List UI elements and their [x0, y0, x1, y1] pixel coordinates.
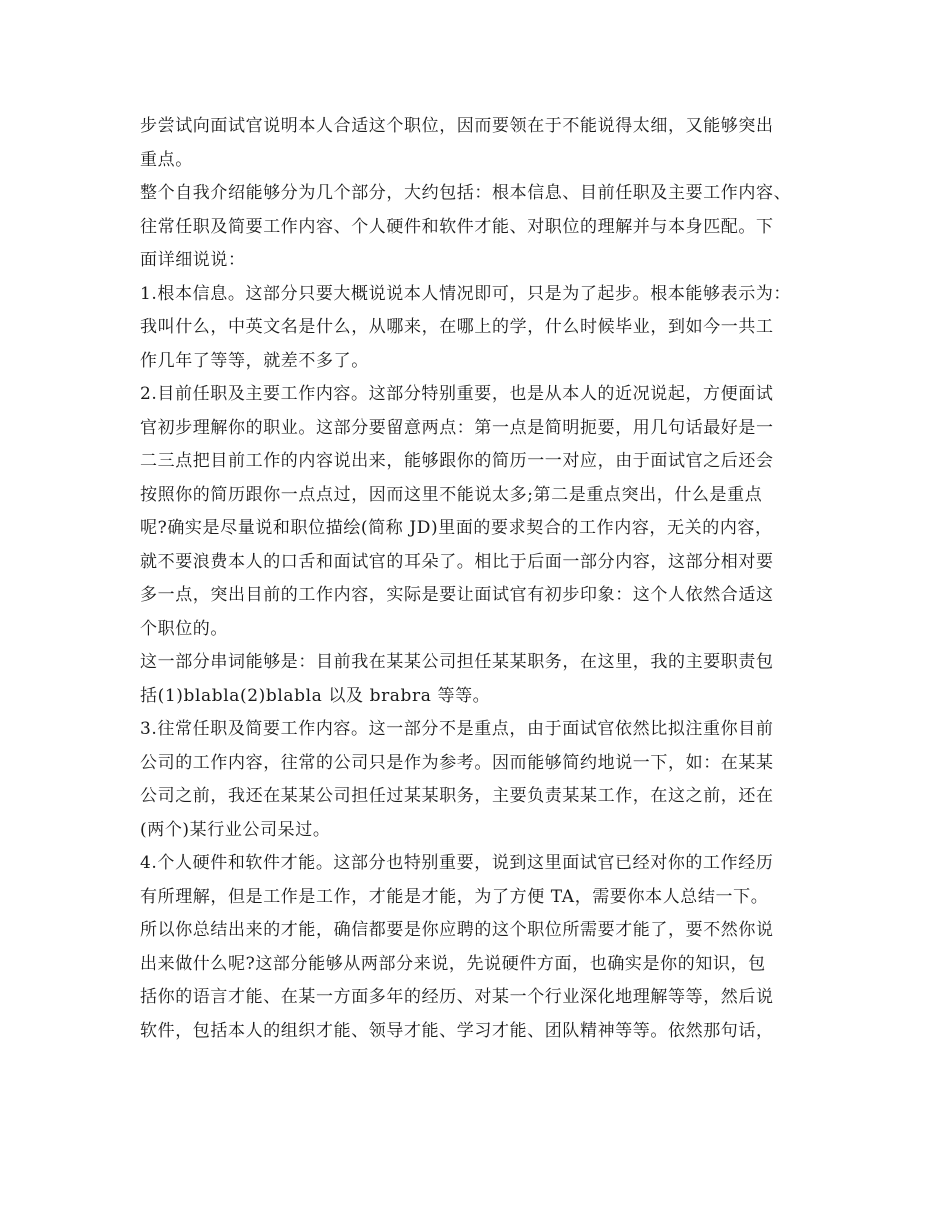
text-line: 这一部分串词能够是：目前我在某某公司担任某某职务，在这里，我的主要职责包: [140, 652, 774, 672]
text-line: 二三点把目前工作的内容说出来，能够跟你的简历一一对应，由于面试官之后还会: [140, 451, 774, 471]
text-line: 重点。: [140, 149, 193, 170]
text-line: 多一点，突出目前的工作内容，实际是要让面试官有初步印象：这个人依然合适这: [140, 585, 774, 605]
text-line: 2.目前任职及主要工作内容。这部分特别重要，也是从本人的近况说起，方便面试: [140, 384, 774, 404]
text-line: 括你的语言才能、在某一方面多年的经历、对某一个行业深化地理解等等，然后说: [140, 987, 774, 1007]
text-line: 有所理解，但是工作是工作，才能是才能，为了方便 TA，需要你本人总结一下。: [140, 886, 769, 907]
text-line: 软件，包括本人的组织才能、领导才能、学习才能、团队精神等等。依然那句话，: [140, 1020, 774, 1041]
text-line: 就不要浪费本人的口舌和面试官的耳朵了。相比于后面一部分内容，这部分相对要: [140, 551, 774, 572]
text-line: 按照你的简历跟你一点点过，因而这里不能说太多;第二是重点突出，什么是重点: [140, 484, 763, 505]
text-line: 出来做什么呢?这部分能够从两部分来说，先说硬件方面，也确实是你的知识，包: [140, 953, 766, 974]
text-line: 面详细说说：: [140, 250, 246, 270]
text-line: 整个自我介绍能够分为几个部分，大约包括：根本信息、目前任职及主要工作内容、: [140, 183, 792, 203]
text-line: 我叫什么，中英文名是什么，从哪来，在哪上的学，什么时候毕业，到如今一共工: [140, 317, 774, 337]
text-line: 个职位的。: [140, 618, 228, 639]
text-line: 4.个人硬件和软件才能。这部分也特别重要，说到这里面试官已经对你的工作经历: [140, 853, 774, 873]
text-line: 往常任职及简要工作内容、个人硬件和软件才能、对职位的理解并与本身匹配。下: [140, 216, 774, 237]
text-line: 3.往常任职及简要工作内容。这一部分不是重点，由于面试官依然比拟注重你目前: [140, 719, 774, 739]
text-line: 公司之前，我还在某某公司担任过某某职务，主要负责某某工作，在这之前，还在: [140, 786, 774, 806]
text-line: 公司的工作内容，往常的公司只是作为参考。因而能够简约地说一下，如：在某某: [140, 752, 774, 773]
text-line: 所以你总结出来的才能，确信都要是你应聘的这个职位所需要才能了，要不然你说: [140, 920, 774, 940]
text-line: 作几年了等等，就差不多了。: [140, 350, 369, 371]
text-line: 括(1)blabla(2)blabla 以及 brabra 等等。: [140, 685, 491, 706]
text-line: 1.根本信息。这部分只要大概说说本人情况即可，只是为了起步。根本能够表示为：: [140, 283, 792, 304]
text-line: 官初步理解你的职业。这部分要留意两点：第一点是简明扼要，用几句话最好是一: [140, 417, 774, 438]
document-body: [140, 110, 820, 1048]
text-line: 步尝试向面试官说明本人合适这个职位，因而要领在于不能说得太细，又能够突出: [140, 116, 774, 136]
text-line: (两个)某行业公司呆过。: [140, 819, 331, 840]
text-line: 呢?确实是尽量说和职位描绘(简称 JD)里面的要求契合的工作内容，无关的内容，: [140, 518, 773, 538]
